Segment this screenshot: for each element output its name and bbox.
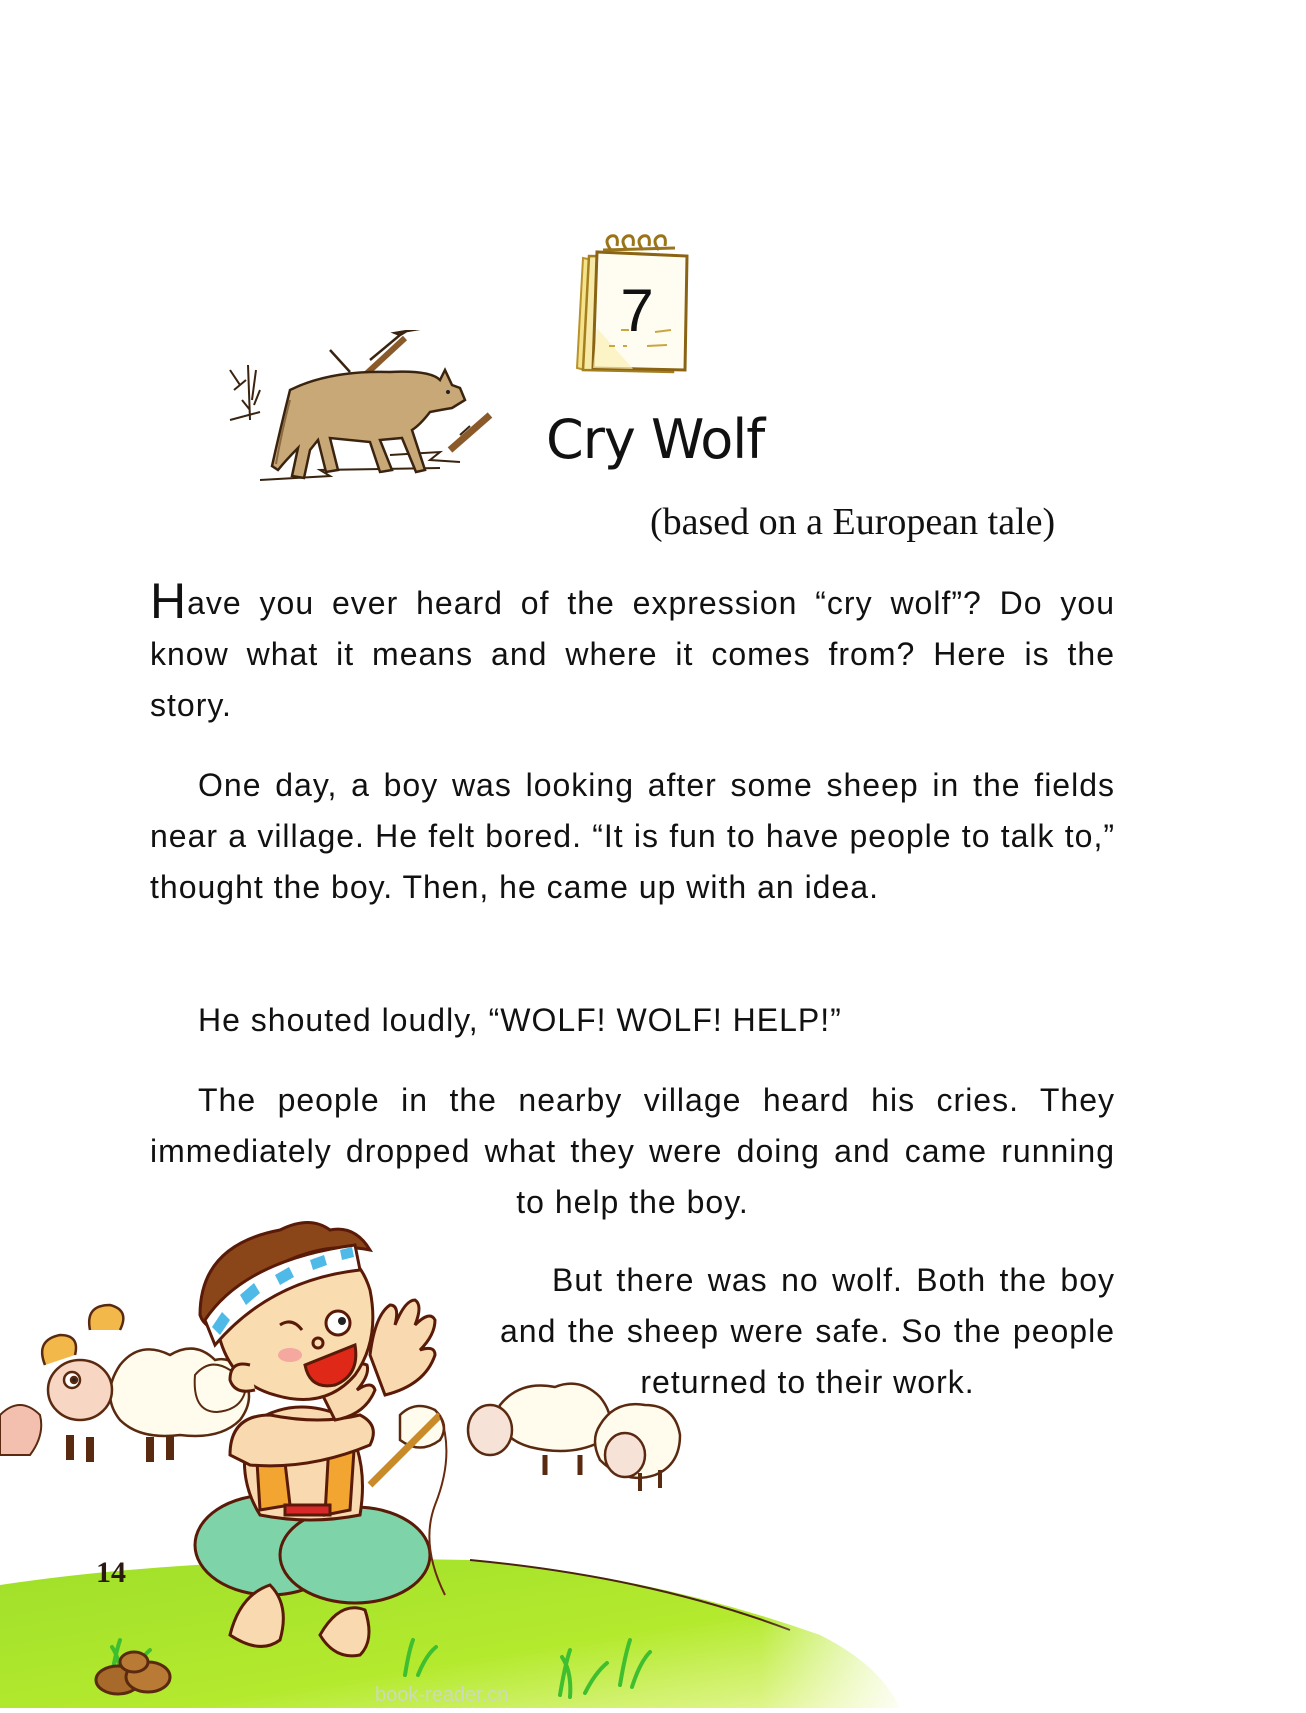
chapter-number: 7	[620, 277, 654, 344]
paragraph-villagers-come: The people in the nearby village heard his cries. They immediately dropped what they were doing and came running to help the boy.	[150, 1082, 1115, 1220]
watermark: book-reader.cn	[375, 1684, 509, 1706]
paragraph-text: ave you ever heard of the expression “cry wolf”? Do you know what it means and where it comes from? Here is the story.	[150, 585, 1115, 723]
paragraph-boy-bored: One day, a boy was looking after some sheep in the fields near a village. He felt bored. “It is fun to have people to talk to,” thought the boy. Then, he came up with an idea.	[150, 767, 1115, 905]
paragraph-no-wolf: But there was no wolf. Both the boy and the sheep were safe. So the people returned to their work.	[500, 1262, 1115, 1400]
drop-cap: H	[150, 573, 188, 629]
calendar-page-icon	[563, 228, 697, 380]
wolf-illustration	[220, 330, 500, 495]
shepherd-boy-with-sheep-illustration	[0, 1215, 1306, 1708]
story-subtitle: (based on a European tale)	[650, 501, 1056, 543]
story-title: Cry Wolf	[546, 408, 765, 471]
paragraph-shout: He shouted loudly, “WOLF! WOLF! HELP!”	[198, 1002, 842, 1038]
page-number: 14	[96, 1556, 126, 1589]
paragraph-intro	[150, 573, 1115, 731]
